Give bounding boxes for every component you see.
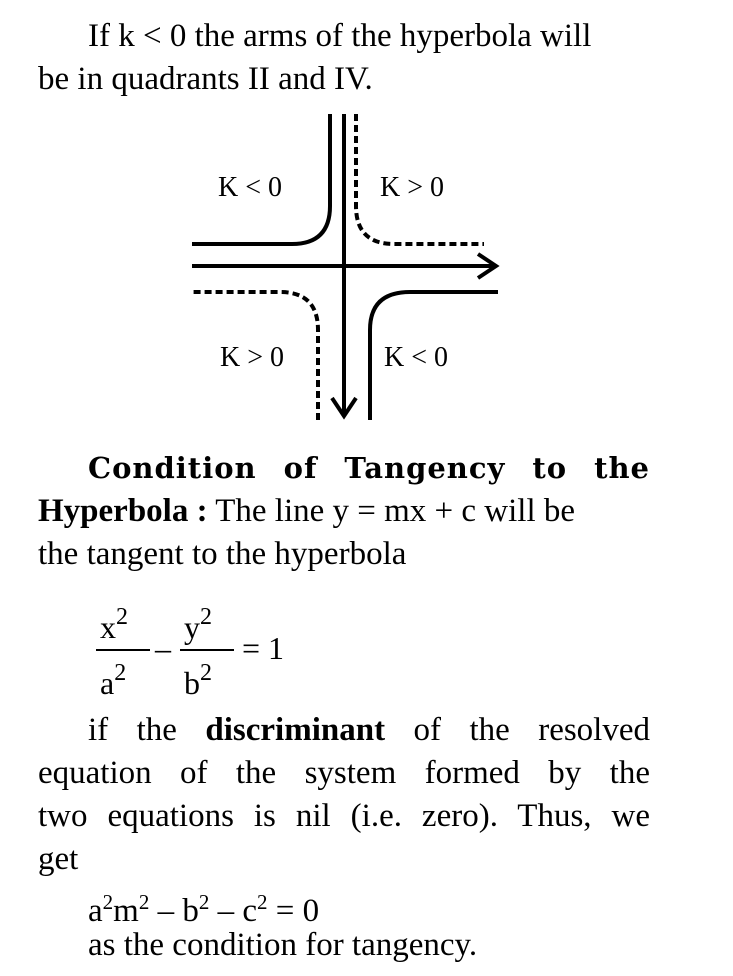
discriminant-term: discriminant xyxy=(205,712,386,748)
intro-line-1: If k < 0 the arms of the hyperbola will xyxy=(88,18,592,54)
fraction-bar-2 xyxy=(180,649,234,651)
hyperbola-quadrant-diagram xyxy=(180,108,510,428)
label-top-right: K > 0 xyxy=(380,172,445,203)
fraction-bar-1 xyxy=(96,649,150,651)
body-line-1: if the discriminant of the resolved xyxy=(88,712,651,748)
label-bottom-left: K > 0 xyxy=(220,342,285,373)
eq-minus: – xyxy=(155,630,171,666)
intro-line-2: be in quadrants II and IV. xyxy=(38,61,373,97)
eq-denominator-b: $b^2$ xyxy=(184,660,212,701)
closing-line: as the condition for tangency. xyxy=(88,927,478,963)
tangency-condition: $a^2m^2 - b^2 - c^2 = 0$ xyxy=(88,890,320,929)
eq-rhs: = 1 xyxy=(242,630,285,666)
body-line-3: two equations is nil (i.e. zero). Thus, we xyxy=(38,798,650,834)
label-top-left: K < 0 xyxy=(218,172,283,203)
body-line-2: equation of the system formed by the xyxy=(38,755,650,791)
section-text-rest: The line y = mx + c will be xyxy=(215,493,576,529)
eq-numerator-y: $y^2$ xyxy=(184,604,212,645)
section-text-line-2: the tangent to the hyperbola xyxy=(38,536,407,572)
section-heading: Condition of Tangency to the xyxy=(88,451,650,485)
section-heading-hyperbola: Hyperbola : xyxy=(38,493,208,529)
section-text-line-1 xyxy=(38,489,575,533)
eq-numerator-x: $x^2$ xyxy=(100,604,128,645)
label-bottom-right: K < 0 xyxy=(384,342,449,373)
body-line-4: get xyxy=(38,841,79,877)
eq-denominator-a: $a^2$ xyxy=(100,660,127,701)
